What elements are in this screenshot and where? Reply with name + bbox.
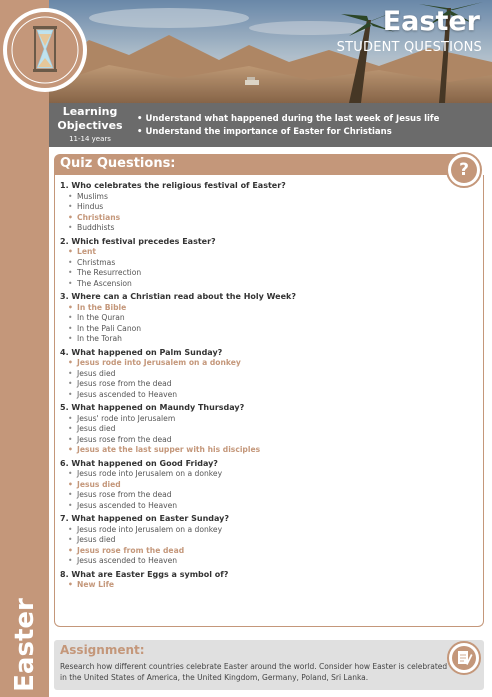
answer-option bbox=[60, 379, 460, 390]
question-block bbox=[60, 458, 460, 512]
question-text: 5. What happened on Maundy Thursday? bbox=[60, 403, 245, 412]
objective-item: • Understand the importance of Easter for Christians bbox=[137, 127, 392, 137]
sidebar-title-text: Easter bbox=[10, 598, 41, 692]
answer-option bbox=[60, 501, 460, 512]
question-block bbox=[60, 291, 460, 345]
answer-option bbox=[60, 268, 460, 279]
question-block bbox=[60, 180, 460, 234]
objectives-label bbox=[51, 105, 129, 133]
answer-option bbox=[60, 279, 460, 290]
question-block bbox=[60, 402, 460, 456]
answer-option bbox=[60, 424, 460, 435]
answer-option-text: Muslims bbox=[77, 191, 108, 201]
answer-option bbox=[60, 324, 460, 335]
quiz-title: Quiz Questions: bbox=[60, 156, 176, 171]
question-block bbox=[60, 236, 460, 290]
answer-option bbox=[60, 556, 460, 567]
answer-option-text: Jesus' rode into Jerusalem bbox=[77, 413, 176, 423]
answer-option-text: Buddhists bbox=[77, 223, 115, 232]
answer-option-correct bbox=[60, 546, 460, 557]
objectives-label-line2: Objectives bbox=[57, 119, 123, 132]
objectives-age: 11-14 years bbox=[69, 135, 111, 143]
answer-option bbox=[60, 414, 460, 425]
answer-option-text: Jesus rode into Jerusalem on a donkey bbox=[77, 524, 223, 534]
question-text: 7. What happened on Easter Sunday? bbox=[60, 514, 229, 523]
answer-option-text: Jesus rose from the dead bbox=[77, 490, 172, 499]
notepad-pencil-icon-svg bbox=[449, 643, 479, 673]
question-block bbox=[60, 513, 460, 567]
question-text: 6. What happened on Good Friday? bbox=[60, 458, 218, 468]
answer-option-text: Jesus died bbox=[77, 535, 116, 544]
answer-option bbox=[60, 390, 460, 401]
answer-option bbox=[60, 535, 460, 546]
answer-option-text: Jesus ascended to Heaven bbox=[77, 389, 178, 399]
answer-option-correct bbox=[60, 303, 460, 314]
answer-option-text: Jesus died bbox=[77, 479, 121, 489]
answer-option-text: In the Pali Canon bbox=[77, 323, 142, 333]
answer-option-text: Jesus ascended to Heaven bbox=[77, 556, 178, 565]
answer-option-correct bbox=[60, 580, 460, 591]
answer-option-correct bbox=[60, 445, 460, 456]
objectives-list bbox=[137, 113, 439, 139]
answer-option bbox=[60, 334, 460, 345]
learning-objectives-bar bbox=[49, 103, 492, 147]
question-text: 8. What are Easter Eggs a symbol of? bbox=[60, 569, 229, 579]
answer-option-text: In the Torah bbox=[77, 334, 122, 343]
answer-option bbox=[60, 258, 460, 269]
quiz-header bbox=[54, 154, 474, 175]
answer-option-text: Jesus rose from the dead bbox=[77, 434, 172, 444]
answer-option-text: Hindus bbox=[77, 202, 104, 211]
answer-option-correct bbox=[60, 480, 460, 491]
answer-option-text: The Resurrection bbox=[77, 268, 142, 277]
question-mark-glyph: ? bbox=[451, 157, 477, 183]
assignment-text: Research how different countries celebrate Easter around the world. Consider how Easter is celebrated in the United States of America, the United Kingdom, Germany, Poland, Sri Lanka. bbox=[60, 662, 448, 682]
question-text: 1. Who celebrates the religious festival of Easter? bbox=[60, 181, 286, 190]
answer-option-text: Jesus rose from the dead bbox=[77, 545, 185, 555]
answer-option-correct bbox=[60, 358, 460, 369]
banner-title: Easter bbox=[382, 6, 480, 37]
question-text: 4. What happened on Palm Sunday? bbox=[60, 347, 223, 357]
answer-option-text: New Life bbox=[77, 580, 115, 589]
notepad-pencil-icon bbox=[447, 641, 481, 675]
banner-subtitle: STUDENT QUESTIONS bbox=[336, 40, 482, 55]
answer-option-correct bbox=[60, 213, 460, 224]
left-sidebar bbox=[0, 0, 49, 697]
answer-option-text: Christians bbox=[77, 212, 121, 222]
answer-option-text: Jesus rode into Jerusalem on a donkey bbox=[77, 358, 241, 367]
question-text: 2. Which festival precedes Easter? bbox=[60, 236, 216, 246]
answer-option bbox=[60, 469, 460, 480]
assignment-title: Assignment: bbox=[60, 643, 145, 657]
answer-option-text: The Ascension bbox=[77, 278, 132, 288]
hourglass-icon bbox=[7, 12, 83, 88]
answer-option-text: In the Quran bbox=[77, 313, 125, 322]
answer-option-text: Jesus ate the last supper with his disciples bbox=[77, 445, 261, 454]
assignment-box bbox=[54, 640, 484, 690]
answer-option bbox=[60, 223, 460, 234]
sidebar-title bbox=[4, 595, 46, 695]
question-text: 3. Where can a Christian read about the Holy Week? bbox=[60, 292, 296, 301]
answer-option-text: In the Bible bbox=[77, 302, 127, 312]
trip-through-time-logo bbox=[3, 8, 87, 92]
answer-option-text: Jesus died bbox=[77, 368, 116, 378]
answer-option-text: Jesus died bbox=[77, 424, 116, 433]
objectives-label-line1: Learning bbox=[62, 105, 118, 118]
question-block bbox=[60, 569, 460, 591]
questions-list bbox=[60, 180, 460, 593]
header-banner bbox=[49, 0, 492, 103]
answer-option bbox=[60, 313, 460, 324]
answer-option-text: Christmas bbox=[77, 257, 116, 267]
answer-option bbox=[60, 435, 460, 446]
objective-item: • Understand what happened during the last week of Jesus life bbox=[137, 114, 440, 124]
answer-option bbox=[60, 192, 460, 203]
answer-option-text: Jesus ascended to Heaven bbox=[77, 500, 178, 510]
answer-option bbox=[60, 490, 460, 501]
answer-option bbox=[60, 202, 460, 213]
answer-option bbox=[60, 525, 460, 536]
answer-option-text: Jesus rode into Jerusalem on a donkey bbox=[77, 469, 223, 478]
answer-option-text: Jesus rose from the dead bbox=[77, 379, 172, 388]
answer-option bbox=[60, 369, 460, 380]
answer-option-text: Lent bbox=[77, 247, 97, 256]
answer-option-correct bbox=[60, 247, 460, 258]
question-block bbox=[60, 347, 460, 401]
